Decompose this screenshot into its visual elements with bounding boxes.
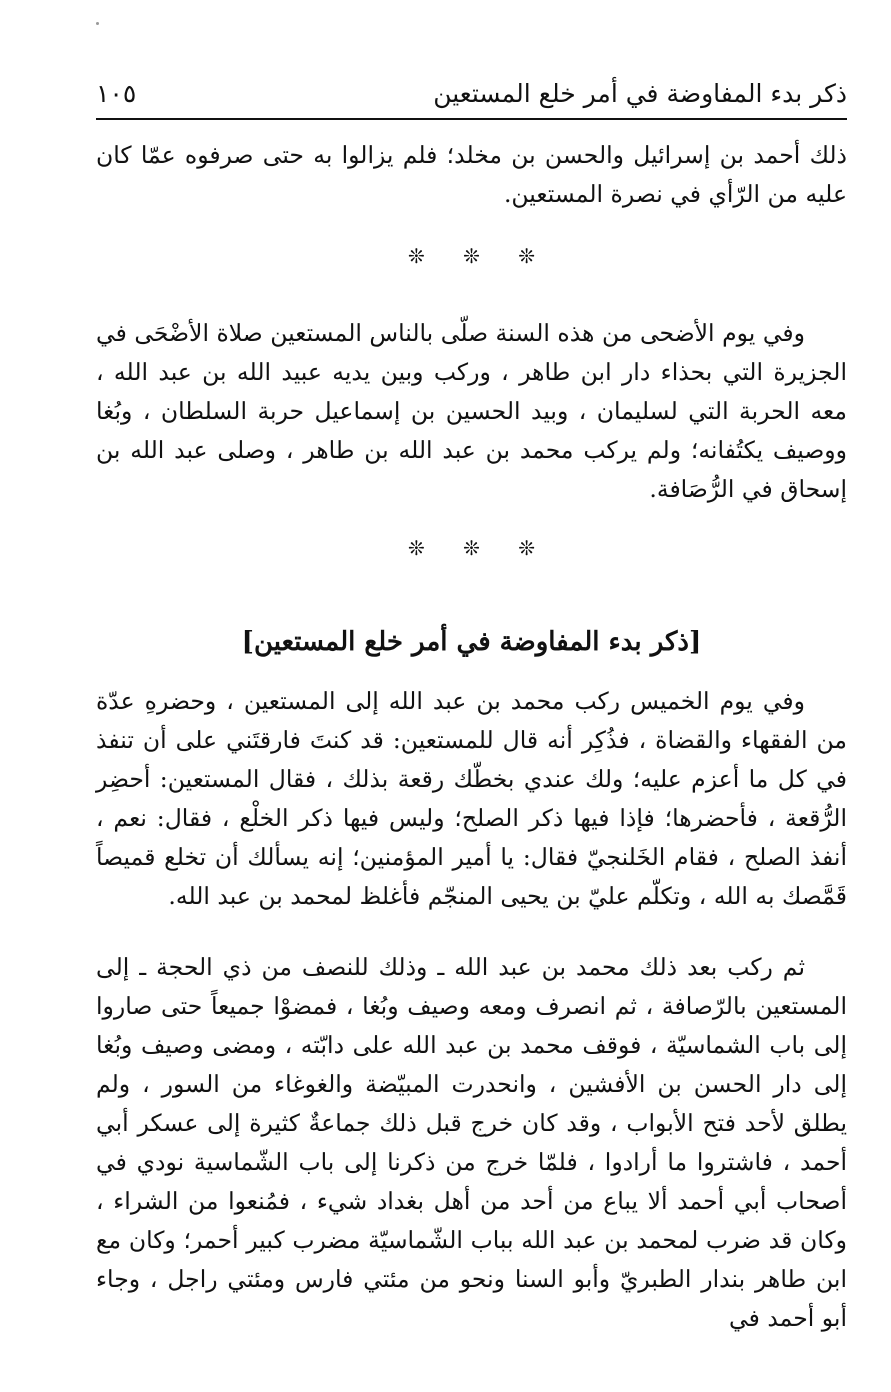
paragraph-adha-text: وفي يوم الأضحى من هذه السنة صلّى بالناس المستعين صلاة الأضْحَى في الجزيرة التي بحذاء دار ابن طاهر ، وركب وبين يديه عبيد الله بن عبد الله ، معه الحربة التي لسليمان ، وبيد الحسين بن إسماعيل حربة السلطان ، وبُغا ووصيف يكتُفانه؛ ولم يركب محمد بن عبد الله بن طاهر ، وصلى عبد الله بن إسحاق في الرُّصَافة. [96, 319, 847, 503]
scan-speck [96, 22, 99, 25]
separator-star: ❊ [463, 244, 480, 268]
separator-2 [96, 536, 847, 560]
separator-star: ❊ [518, 244, 535, 268]
paragraph-thursday [96, 682, 847, 916]
separator-star: ❊ [518, 536, 535, 560]
separator-1 [96, 244, 847, 268]
separator-star: ❊ [407, 536, 425, 560]
section-title: [ذكر بدء المفاوضة في أمر خلع المستعين] [241, 627, 702, 657]
paragraph-then-text: ثم ركب بعد ذلك محمد بن عبد الله ـ وذلك للنصف من ذي الحجة ـ إلى المستعين بالرّصافة ، ثم انصرف ومعه وصيف وبُغا ، فمضوْا جميعاً حتى صاروا إلى باب الشماسيّة ، فوقف محمد بن عبد الله على دابّته ، ومضى وصيف وبُغا إلى دار الحسن بن الأفشين ، وانحدرت المبيّضة والغوغاء من السور ، ولم يطلق لأحد فتح الأبواب ، وقد كان خرج قبل ذلك جماعةٌ كثيرة إلى عسكر أبي أحمد ، فاشتروا ما أرادوا ، فلمّا خرج من ذكرنا إلى باب الشّماسية نودي في أصحاب أبي أحمد ألا يباع من أحد من أهل بغداد شيء ، فمُنعوا من الشراء ، وكان قد ضرب لمحمد بن عبد الله بباب الشّماسيّة مضرب كبير أحمر؛ وكان مع ابن طاهر بندار الطبريّ وأبو السنا ونحو من مئتي فارس ومئتي راجل ، وجاء أبو أحمد في [96, 953, 847, 1332]
paragraph-then [96, 948, 847, 1338]
page-header [96, 74, 847, 114]
running-title: ذكر بدء المفاوضة في أمر خلع المستعين [433, 79, 847, 108]
paragraph-top [96, 136, 847, 214]
separator-star: ❊ [463, 536, 480, 560]
paragraph-thursday-text: وفي يوم الخميس ركب محمد بن عبد الله إلى المستعين ، وحضرهِ عدّة من الفقهاء والقضاة ، فذُكِر أنه قال للمستعين: قد كنتَ فارقتَني على أن تنفذ في كل ما أعزم عليه؛ ولك عندي بخطّك رقعة بذلك ، فقال المستعين: أحضِر الرُّقعة ، فأحضرها؛ فإذا فيها ذكر الصلح؛ وليس فيها ذكر الخلْع ، فقال: نعم ، أنفذ الصلح ، فقام الخَلنجيّ فقال: يا أمير المؤمنين؛ إنه يسألك أن تخلع قميصاً قَمَّصك به الله ، وتكلّم عليّ بن يحيى المنجّم فأغلظ لمحمد بن عبد الله. [96, 687, 847, 910]
header-rule [96, 118, 847, 120]
page-number: ١٠٥ [96, 79, 137, 108]
separator-star: ❊ [407, 244, 425, 268]
paragraph-adha [96, 314, 847, 509]
paragraph-top-text: ذلك أحمد بن إسرائيل والحسن بن مخلد؛ فلم يزالوا به حتى صرفوه عمّا كان عليه من الرّأي في نصرة المستعين. [96, 141, 847, 208]
